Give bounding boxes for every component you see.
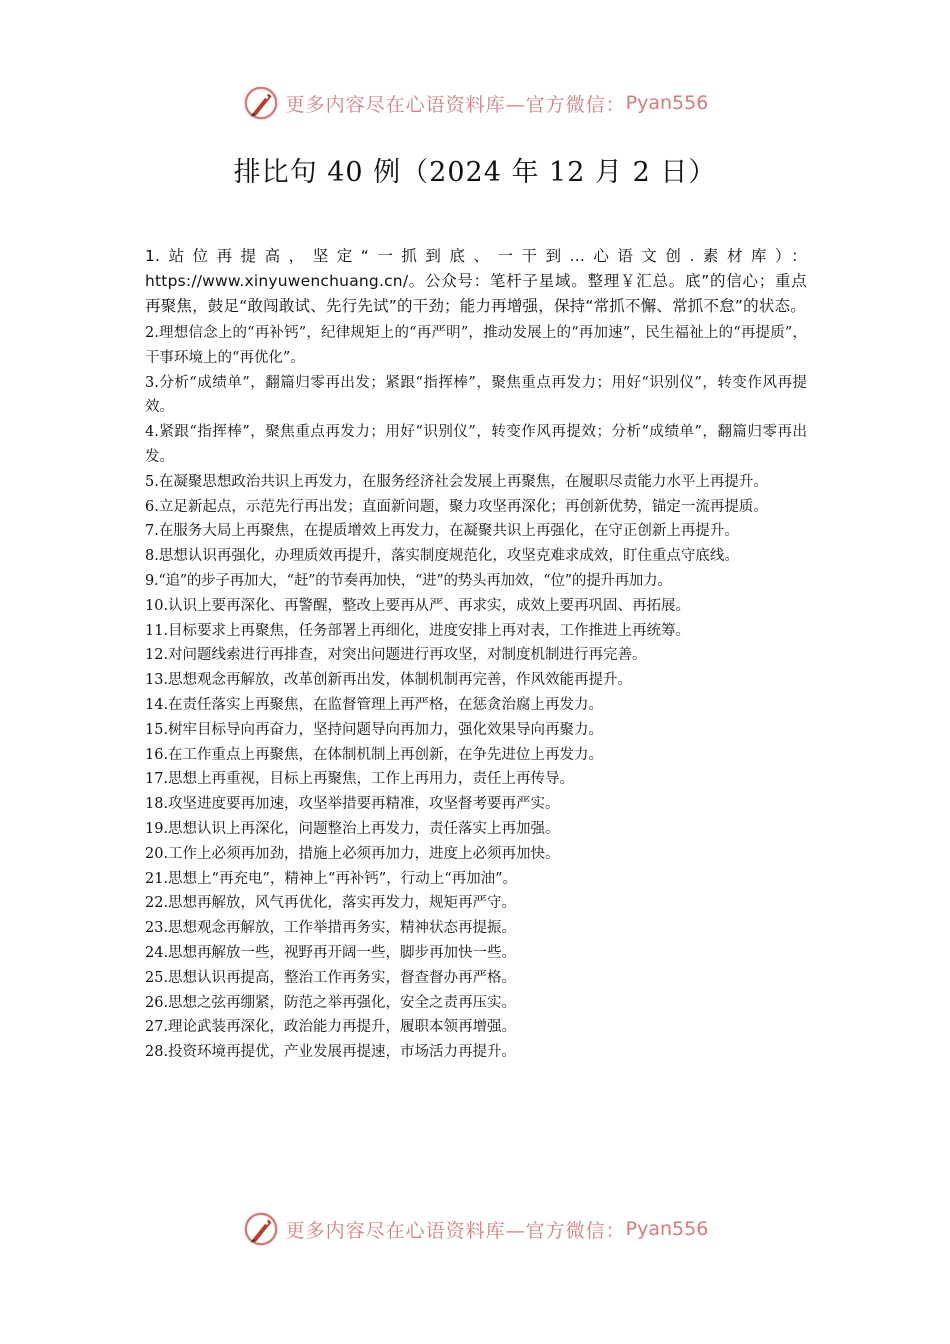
footer-banner bbox=[0, 1210, 950, 1248]
list-item: 13.思想观念再解放，改革创新再出发，体制机制再完善，作风效能再提升。 bbox=[145, 672, 633, 689]
list-item: 22.思想再解放，风气再优化，落实再发力，规矩再严守。 bbox=[145, 895, 517, 912]
list-item: 23.思想观念再解放，工作举措再务实，精神状态再提振。 bbox=[145, 920, 517, 937]
document-body bbox=[145, 244, 807, 1065]
list-item: 11.目标要求上再聚焦，任务部署上再细化，进度安排上再对表，工作推进上再统筹。 bbox=[145, 622, 691, 639]
list-item: 15.树牢目标导向再奋力，坚持问题导向再加力，强化效果导向再聚力。 bbox=[145, 721, 604, 738]
header-banner bbox=[0, 84, 950, 122]
pen-nib-icon bbox=[242, 84, 280, 122]
list-item: 25.思想认识再提高，整治工作再务实，督查督办再严格。 bbox=[145, 969, 517, 986]
banner-text: 更多内容尽在心语资料库—官方微信： bbox=[285, 1219, 626, 1242]
list-item: 16.在工作重点上再聚焦，在体制机制上再创新，在争先进位上再发力。 bbox=[145, 746, 604, 763]
list-item-1: 1.站位再提高，坚定“一抓到底、一干到...心语文创.素材库）：https://www.xinyuwenchuang.cn/。公众号：笔杆子星域。整理￥汇总。底”的信心；重点再聚焦，鼓足“敢闯敢试、先行先试”的干劲；能力再增强，保持“常抓不懈、常抓不怠”的状态。 bbox=[145, 247, 807, 315]
list-item: 28.投资环境再提优，产业发展再提速，市场活力再提升。 bbox=[145, 1044, 517, 1061]
list-item: 14.在责任落实上再聚焦，在监督管理上再严格，在惩贪治腐上再发力。 bbox=[145, 696, 604, 713]
list-item: 8.思想认识再强化，办理质效再提升，落实制度规范化，攻坚克难求成效，盯住重点守底线。 bbox=[145, 548, 739, 565]
list-item: 6.立足新起点，示范先行再出发；直面新问题，聚力攻坚再深化；再创新优势，锚定一流再提质。 bbox=[145, 498, 768, 515]
list-item: 7.在服务大局上再聚焦，在提质增效上再发力，在凝聚共识上再强化，在守正创新上再提升。 bbox=[145, 523, 739, 540]
pen-nib-icon bbox=[242, 1210, 280, 1248]
list-item: 18.攻坚进度要再加速，攻坚举措要再精准，攻坚督考要再严实。 bbox=[145, 796, 560, 813]
list-item: 10.认识上要再深化、再警醒，整改上要再从严、再求实，成效上要再巩固、再拓展。 bbox=[145, 597, 691, 614]
list-item: 24.思想再解放一些，视野再开阔一些，脚步再加快一些。 bbox=[145, 944, 517, 961]
list-item: 3.分析“成绩单”，翻篇归零再出发；紧跟“指挥棒”，聚焦重点再发力；用好“识别仪”，转变作风再提效。 bbox=[145, 374, 807, 416]
list-item: 9.“追”的步子再加大，“赶”的节奏再加快，“进”的势头再加效，“位”的提升再加力。 bbox=[145, 572, 672, 589]
list-item: 27.理论武装再深化，政治能力再提升，履职本领再增强。 bbox=[145, 1019, 517, 1036]
list-item: 21.思想上“再充电”，精神上“再补钙”，行动上“再加油”。 bbox=[145, 870, 518, 887]
list-item: 20.工作上必须再加劲，措施上必须再加力，进度上必须再加快。 bbox=[145, 845, 560, 862]
wechat-id: Pyan556 bbox=[625, 92, 709, 114]
wechat-id: Pyan556 bbox=[625, 1218, 709, 1240]
banner-text: 更多内容尽在心语资料库—官方微信： bbox=[285, 93, 626, 116]
list-item: 5.在凝聚思想政治共识上再发力，在服务经济社会发展上再聚焦，在履职尽责能力水平上再提升。 bbox=[145, 473, 768, 490]
list-item: 17.思想上再重视，目标上再聚焦，工作上再用力，责任上再传导。 bbox=[145, 771, 575, 788]
list-item: 4.紧跟“指挥棒”，聚焦重点再发力；用好“识别仪”，转变作风再提效；分析“成绩单”，翻篇归零再出发。 bbox=[145, 424, 807, 465]
list-item: 12.对问题线索进行再排查，对突出问题进行再攻坚，对制度机制进行再完善。 bbox=[145, 647, 647, 664]
list-item: 19.思想认识上再深化，问题整治上再发力，责任落实上再加强。 bbox=[145, 820, 560, 837]
page-title: 排比句 40 例（2024 年 12 月 2 日） bbox=[233, 157, 717, 188]
list-item: 2.理想信念上的“再补钙”，纪律规矩上的“再严明”，推动发展上的“再加速”，民生福祉上的“再提质”，干事环境上的“再优化”。 bbox=[145, 325, 807, 366]
list-item: 26.思想之弦再绷紧，防范之举再强化，安全之责再压实。 bbox=[145, 994, 517, 1011]
